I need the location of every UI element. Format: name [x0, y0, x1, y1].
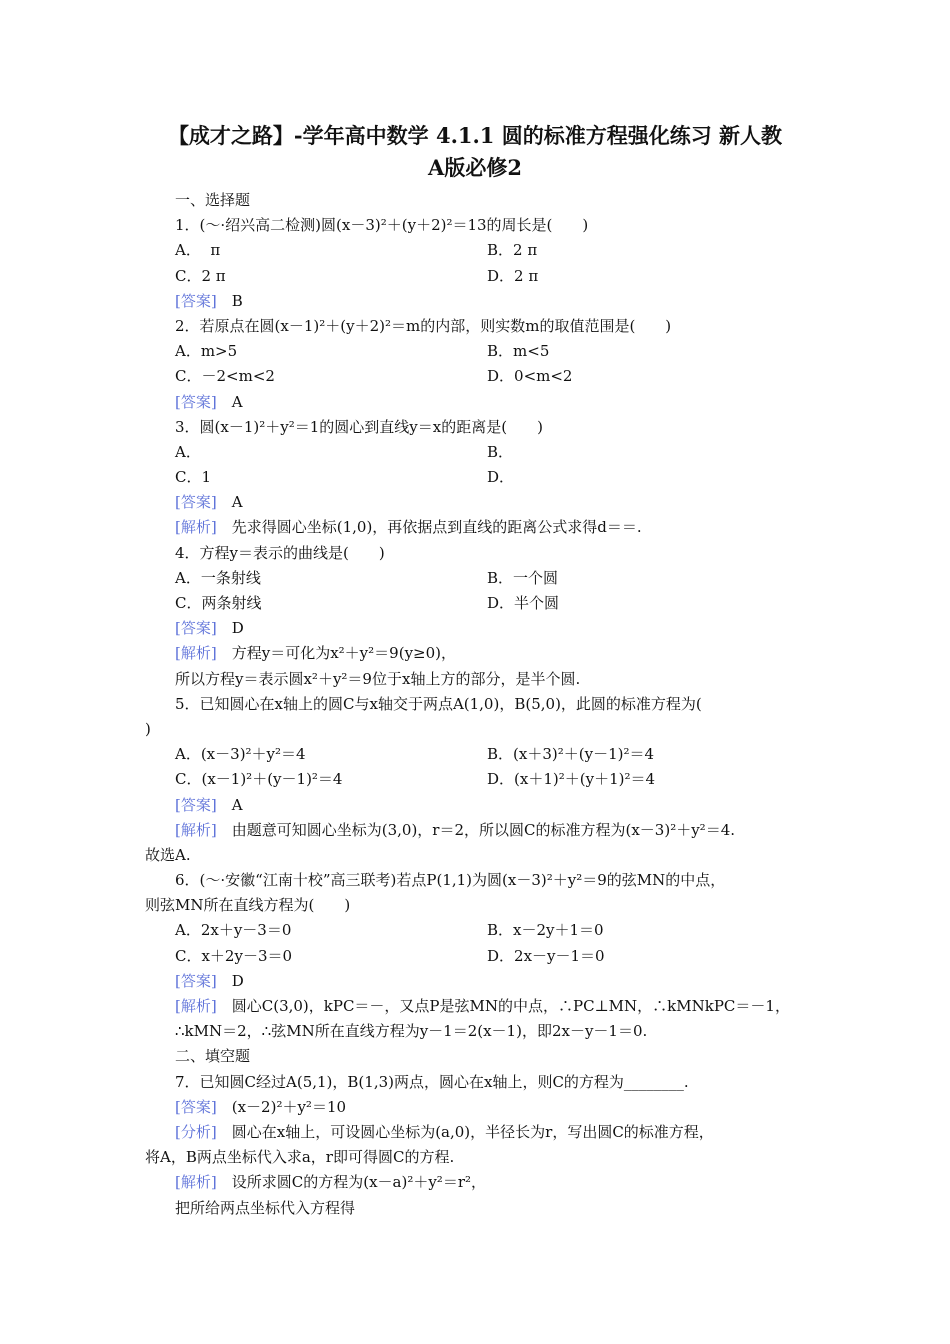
- option-d: D．2x－y－1＝0: [487, 946, 605, 965]
- option-b: B．: [487, 442, 514, 461]
- option-b: B．x－2y＋1＝0: [487, 921, 604, 940]
- question-3-options: [145, 440, 825, 465]
- explain-line: [145, 1170, 825, 1195]
- option-a: A．(x－3)²＋y²＝4: [175, 745, 306, 764]
- analysis-continuation: 将A，B两点坐标代入求a，r即可得圆C的方程.: [145, 1148, 455, 1167]
- explain-text: 设所求圆C的方程为(x－a)²＋y²＝r²，: [231, 1173, 487, 1192]
- option-d: D．2 π: [487, 266, 539, 285]
- explain-text: 圆心C(3,0)，kPC＝－，又点P是弦MN的中点，∴PC⊥MN，∴kMNkPC＝－1，: [231, 997, 790, 1015]
- option-d: D．半个圆: [487, 594, 560, 612]
- explain-text: 方程y＝可化为x²＋y²＝9(y≥0)，: [231, 644, 457, 663]
- question-4-options: [145, 591, 825, 616]
- question-1-stem: 1．(～·绍兴高二检测)圆(x－3)²＋(y＋2)²＝13的周长是( ): [175, 216, 589, 235]
- answer-tag: [答案]: [175, 619, 217, 638]
- explain-text: 由题意可知圆心坐标为(3,0)，r＝2，所以圆C的标准方程为(x－3)²＋y²＝4.: [231, 820, 736, 839]
- question-3-stem: 3．圆(x－1)²＋y²＝1的圆心到直线y＝x的距离是( ): [175, 417, 543, 436]
- answer-line: [145, 793, 825, 818]
- question-2-stem: 2．若原点在圆(x－1)²＋(y＋2)²＝m的内部，则实数m的取值范围是( ): [175, 316, 672, 335]
- option-a: A．一条射线: [175, 568, 261, 587]
- section-heading: 一、选择题: [175, 191, 251, 209]
- answer-value: D: [231, 971, 244, 990]
- option-c: C．－2<m<2: [175, 367, 275, 386]
- explain-continuation: 所以方程y＝表示圆x²＋y²＝9位于x轴上方的部分，是半个圆.: [175, 669, 581, 688]
- question-1-options: [145, 264, 825, 289]
- option-b: B．2 π: [487, 241, 538, 260]
- option-a: A．2x＋y－3＝0: [175, 921, 292, 940]
- question-4-options: [145, 566, 825, 591]
- answer-value: B: [231, 291, 243, 310]
- document-body: [145, 188, 825, 1221]
- analysis-line: [145, 1120, 825, 1145]
- explain-continuation: 把所给两点坐标代入方程得: [175, 1198, 356, 1217]
- question-5-options: [145, 742, 825, 767]
- explain-line: [145, 641, 825, 666]
- answer-value: A: [231, 493, 243, 512]
- explain-continuation: 故选A.: [145, 845, 191, 864]
- answer-tag: [答案]: [175, 971, 217, 990]
- answer-value: D: [231, 619, 244, 638]
- answer-value: (x－2)²＋y²＝10: [231, 1097, 347, 1116]
- title-line-1: 【成才之路】-学年高中数学 4.1.1 圆的标准方程强化练习 新人教: [167, 123, 783, 148]
- explain-line: [145, 515, 825, 540]
- option-a: A． π: [175, 241, 221, 260]
- explain-line: [145, 818, 825, 843]
- question-6-options: [145, 944, 825, 969]
- explain-tag: [解析]: [175, 518, 217, 537]
- question-5-stem: 5．已知圆心在x轴上的圆C与x轴交于两点A(1,0)，B(5,0)，此圆的标准方程为(: [175, 694, 702, 713]
- question-4-stem: 4．方程y＝表示的曲线是( ): [175, 543, 385, 562]
- option-d: D．: [487, 468, 515, 487]
- question-7-stem: 7．已知圆C经过A(5,1)，B(1,3)两点，圆心在x轴上，则C的方程为________.: [175, 1072, 689, 1091]
- analysis-text: 圆心在x轴上，可设圆心坐标为(a,0)，半径长为r，写出圆C的标准方程，: [231, 1122, 714, 1141]
- option-c: C．两条射线: [175, 594, 262, 612]
- answer-line: [145, 1095, 825, 1120]
- explain-line: [145, 994, 825, 1019]
- question-6-options: [145, 918, 825, 943]
- question-6-stem: 6．(～·安徽“江南十校”高三联考)若点P(1,1)为圆(x－3)²＋y²＝9的弦MN的中点，: [175, 871, 726, 890]
- option-b: B．一个圆: [487, 568, 559, 587]
- answer-line: [145, 490, 825, 515]
- option-c: C．x＋2y－3＝0: [175, 946, 293, 965]
- option-c: C．1: [175, 468, 212, 487]
- answer-tag: [答案]: [175, 795, 217, 814]
- option-b: B．(x＋3)²＋(y－1)²＝4: [487, 745, 655, 764]
- option-c: C．2 π: [175, 266, 226, 285]
- option-b: B．m<5: [487, 342, 550, 361]
- explain-tag: [解析]: [175, 644, 217, 663]
- explain-continuation: ∴kMN＝2，∴弦MN所在直线方程为y－1＝2(x－1)，即2x－y－1＝0.: [175, 1022, 648, 1041]
- answer-value: A: [231, 392, 243, 411]
- document-title: [120, 120, 830, 184]
- explain-text: 先求得圆心坐标(1,0)，再依据点到直线的距离公式求得d＝＝.: [231, 518, 642, 537]
- answer-value: A: [231, 795, 243, 814]
- section-heading: 二、填空题: [175, 1047, 251, 1066]
- answer-line: [145, 390, 825, 415]
- question-1-options: [145, 238, 825, 263]
- question-2-options: [145, 364, 825, 389]
- option-d: D．0<m<2: [487, 367, 573, 386]
- analysis-tag: [分析]: [175, 1122, 217, 1141]
- option-a: A．: [175, 442, 201, 461]
- question-5-options: [145, 767, 825, 792]
- explain-tag: [解析]: [175, 820, 217, 839]
- question-6-stem-continuation: 则弦MN所在直线方程为( ): [145, 896, 351, 915]
- question-5-stem-continuation: ): [145, 719, 151, 738]
- option-a: A．m>5: [175, 342, 238, 361]
- answer-line: [145, 616, 825, 641]
- answer-tag: [答案]: [175, 392, 217, 411]
- explain-tag: [解析]: [175, 997, 217, 1015]
- answer-tag: [答案]: [175, 1097, 217, 1116]
- answer-line: [145, 289, 825, 314]
- answer-tag: [答案]: [175, 291, 217, 310]
- title-line-2: A版必修2: [428, 155, 522, 180]
- question-2-options: [145, 339, 825, 364]
- explain-tag: [解析]: [175, 1173, 217, 1192]
- answer-tag: [答案]: [175, 493, 217, 512]
- question-3-options: [145, 465, 825, 490]
- option-c: C．(x－1)²＋(y－1)²＝4: [175, 770, 343, 789]
- answer-line: [145, 969, 825, 994]
- option-d: D．(x＋1)²＋(y＋1)²＝4: [487, 770, 656, 789]
